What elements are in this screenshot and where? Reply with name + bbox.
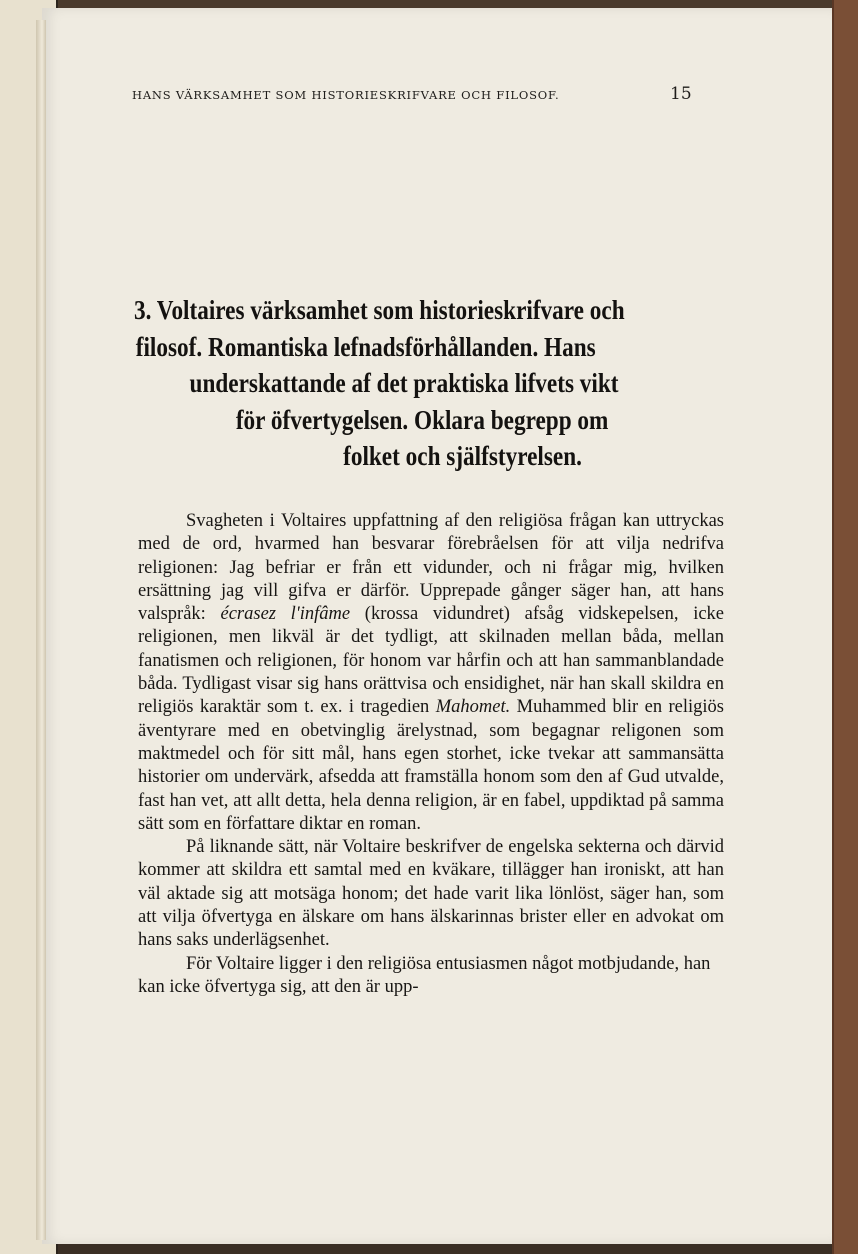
italic-title-mahomet: Mahomet.: [435, 697, 511, 718]
heading-line-3: underskattande af det praktiska lifvets vikt: [189, 368, 619, 398]
heading-line-4: för öfvertygelsen. Oklara begrepp om: [235, 404, 609, 435]
book-top-edge: [0, 0, 858, 8]
heading-line-1: 3. Voltaires värksamhet som historieskrifvare och: [134, 295, 625, 325]
chapter-heading: [134, 292, 640, 475]
heading-line-5: folket och själfstyrelsen.: [343, 441, 582, 471]
paragraph-1-part-b: (krossa vidundret) afsåg vidskepelsen, icke religionen, men likväl är det tydligt, att skilnaden mellan båda, mellan fanatismen och religionen, för honom var hårfin och att han sammanblandade båda. Tydligast visar sig hans orättvisa och ensidighet, när han skall skildra en religiös karaktär som t. ex. i tragedien: [138, 604, 725, 718]
running-head: HANS VÄRKSAMHET SOM HISTORIESKRIFVARE OCH FILOSOF.: [132, 88, 560, 102]
body-text: [138, 510, 724, 999]
heading-line-2: filosof. Romantiska lefnadsförhållanden. Hans: [135, 331, 596, 362]
paragraph-1-part-a: Svagheten i Voltaires uppfattning af den religiösa frågan kan uttryckas med de ord, hvarmed han besvarar förebråelsen för att vilja nedrifva religionen: Jag befriar er från ett vidunder, och ni frågar mig, hvilken ersättning jag vill gifva er därför. Upprepade gånger säger han, att hans valspråk:: [138, 511, 724, 625]
paragraph-2: På liknande sätt, när Voltaire beskrifver de engelska sekterna och därvid kommer att skildra ett samtal med en kväkare, tillägger han ironiskt, att han väl aktade sig att motsäga honom; det hade varit lika lönlöst, säger han, som att vilja öfvertyga en älskare om hans älskarinnas brister eller en advokat om hans saks underlägsenhet.: [138, 837, 724, 951]
italic-phrase-ecrasez: écrasez l'infâme: [220, 604, 351, 625]
page-number: 15: [670, 84, 692, 104]
book-binding: [36, 20, 46, 1240]
book-cover-edge: [832, 0, 858, 1254]
paragraph-1-part-c: Muhammed blir en religiös äventyrare med en obetvinglig ärelystnad, som begagnar religonen som maktmedel och för sitt mål, hans egen storhet, icke tvekar att sammansätta historier om undervärk, afsedda att framställa honom som den af Gud utvalde, fast han vet, att allt detta, hela denna religion, är en fabel, uppdiktad på samma sätt som en författare diktar en roman.: [138, 697, 724, 834]
paragraph-1: [138, 510, 724, 836]
paragraph-3: För Voltaire ligger i den religiösa entusiasmen något motbjudande, han kan icke öfvertyga sig, att den är upp-: [138, 953, 711, 997]
